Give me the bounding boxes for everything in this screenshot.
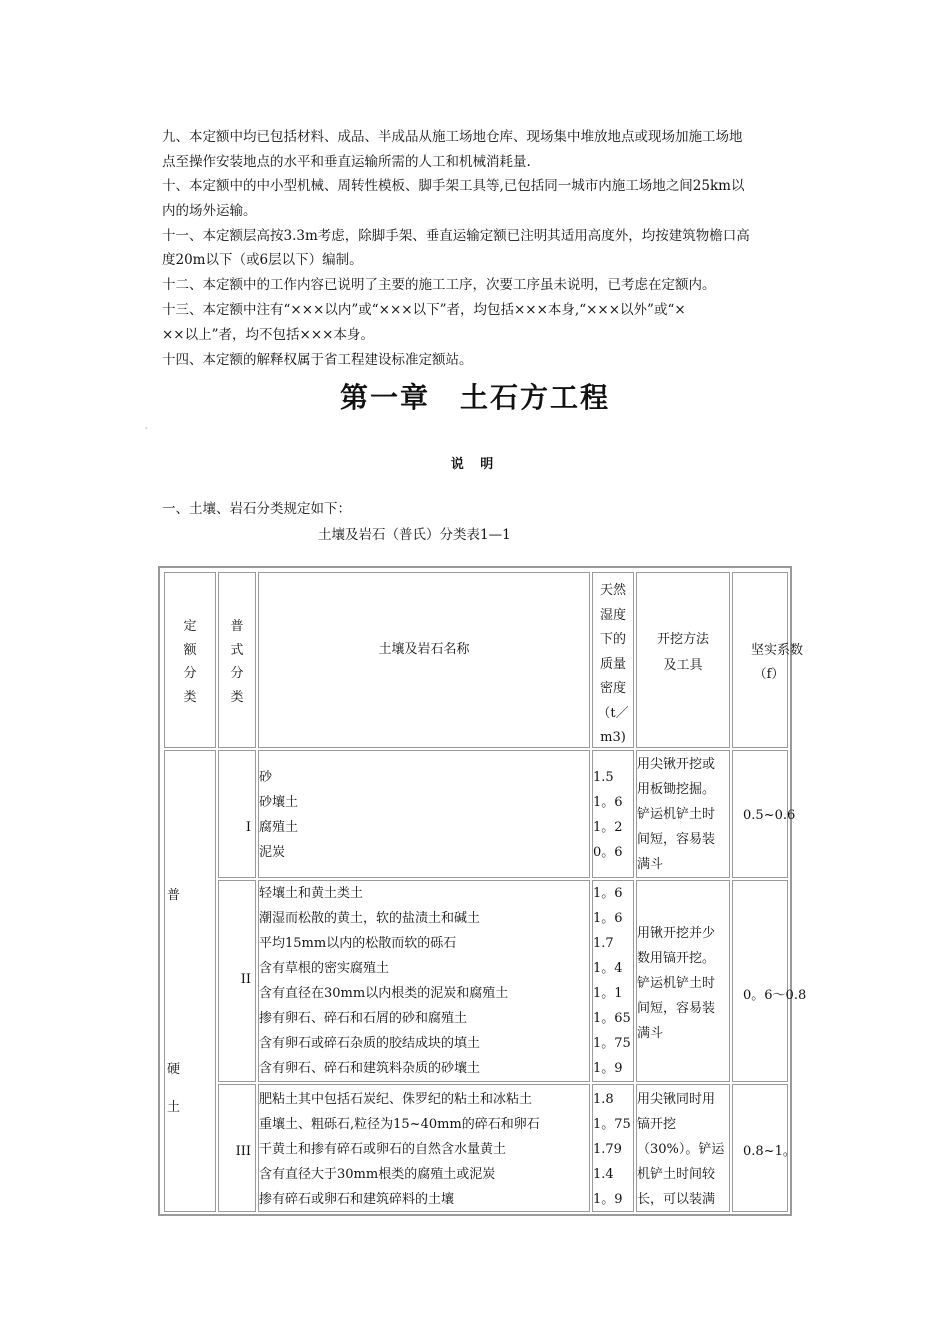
method-line: 满斗 <box>637 1026 664 1041</box>
paragraph-12: 十二、本定额中的工作内容已说明了主要的施工工序，次要工序虽未说明，已考虑在定额内。 <box>162 277 716 293</box>
density-value: 1.79 <box>593 1142 622 1157</box>
soil-name: 肥粘土其中包括石炭纪、侏罗纪的粘土和冰粘土 <box>259 1092 533 1107</box>
header-method-line: 及工具 <box>663 658 703 673</box>
intro-text: 一、土壤、岩石分类规定如下： <box>162 501 351 517</box>
class-label: III <box>235 1144 251 1159</box>
method-line: （30%）。铲运 <box>637 1142 725 1157</box>
soil-name: 掺有卵石、碎石和石屑的砂和腐殖土 <box>259 1011 468 1026</box>
paragraph-14: 十四、本定额的解释权属于省工程建设标准定额站。 <box>162 352 473 368</box>
header-coef-line: 坚实系数 <box>751 643 804 658</box>
quota-class-char: 硬 <box>167 1062 181 1077</box>
header-char: 类 <box>230 689 244 705</box>
density-value: 1.5 <box>593 770 614 785</box>
row-ii-method <box>636 880 730 1082</box>
header-density-line: 质量 <box>599 656 626 672</box>
header-pu-class <box>218 572 256 748</box>
soil-name: 含有直径在30mm以内根类的泥炭和腐殖土 <box>259 986 509 1001</box>
method-line: 铲运机铲土时 <box>637 807 716 822</box>
soil-name: 含有卵石、碎石和建筑料杂质的砂壤土 <box>259 1061 481 1076</box>
soil-name: 重壤土、粗砾石,粒径为15~40mm的碎石和卵石 <box>259 1117 540 1132</box>
header-char: 式 <box>230 642 244 658</box>
stray-mark: ' <box>145 426 148 435</box>
paragraph-9-line2: 点至操作安装地点的水平和垂直运输所需的人工和机械消耗量. <box>162 154 531 170</box>
coef-value: 0.5~0.6 <box>743 808 796 823</box>
table-caption: 土壤及岩石（普氏）分类表1—1 <box>318 527 511 543</box>
method-line: 长，可以装满 <box>637 1192 716 1207</box>
header-quota-class <box>164 572 216 748</box>
row-i-names <box>258 750 590 878</box>
paragraph-10-line2: 内的场外运输。 <box>162 203 257 219</box>
method-line: 满斗 <box>637 857 664 872</box>
density-value: 1。75 <box>593 1117 631 1132</box>
row-ii-coef <box>732 880 807 1082</box>
section-title: 说 明 <box>450 457 500 472</box>
density-value: 0。6 <box>593 845 623 860</box>
paragraph-10-line1: 十、本定额中的中小型机械、周转性模板、脚手架工具等,已包括同一城市内施工场地之间25km以 <box>162 178 745 194</box>
header-char: 类 <box>183 689 197 705</box>
header-density-line: （t／ <box>597 705 629 721</box>
density-value: 1。9 <box>593 1061 623 1076</box>
soil-name: 泥炭 <box>259 845 286 860</box>
row-iii-names <box>258 1084 590 1212</box>
paragraph-13-line1: 十三、本定额中注有“×××以内”或“×××以下”者，均包括×××本身,“×××以外”或“× <box>162 302 686 318</box>
paragraph-9-line1: 九、本定额中均已包括材料、成品、半成品从施工场地仓库、现场集中堆放地点或现场加施工场地 <box>162 129 743 145</box>
header-name-text: 土壤及岩石名称 <box>378 642 470 657</box>
header-density-line: m3) <box>600 730 626 745</box>
class-label: I <box>245 820 251 835</box>
header-density <box>592 572 634 748</box>
density-value: 1。6 <box>593 886 623 901</box>
density-value: 1。4 <box>593 961 623 976</box>
row-iii-method <box>636 1084 730 1212</box>
method-line: 机铲土时间较 <box>637 1167 716 1182</box>
method-line: 间短，容易装 <box>637 1001 716 1016</box>
header-char: 定 <box>183 619 197 634</box>
density-value: 1。9 <box>593 1192 623 1207</box>
header-coef-line: （f） <box>753 666 785 682</box>
row-i-densities <box>592 750 634 878</box>
header-char: 普 <box>230 619 244 634</box>
row-iii-class <box>218 1084 256 1212</box>
soil-name: 含有卵石或碎石杂质的胶结成块的填土 <box>259 1036 481 1051</box>
header-density-line: 天然 <box>599 583 626 598</box>
header-density-line: 湿度 <box>599 607 626 623</box>
chapter-title: 第一章 土石方工程 <box>339 381 610 414</box>
soil-name: 干黄土和掺有碎石或卵石的自然含水量黄土 <box>259 1142 507 1157</box>
method-line: 用尖锹同时用 <box>637 1092 716 1107</box>
density-value: 1.8 <box>593 1092 614 1107</box>
row-iii-coef <box>732 1084 796 1212</box>
method-line: 用尖锹开挖或 <box>637 757 716 772</box>
method-line: 间短，容易装 <box>637 832 716 847</box>
paragraph-13-line2: ××以上”者，均不包括×××本身。 <box>162 327 374 343</box>
coef-value: 0。6～0.8 <box>743 988 807 1003</box>
density-value: 1.4 <box>593 1167 614 1182</box>
quota-class-char: 土 <box>167 1100 181 1115</box>
quota-class-char: 普 <box>167 888 181 903</box>
row-ii-names <box>258 880 590 1082</box>
density-value: 1。75 <box>593 1036 631 1051</box>
method-line: 镐开挖 <box>637 1117 677 1132</box>
row-i-coef <box>732 750 796 878</box>
density-value: 1。6 <box>593 795 623 810</box>
header-coef <box>732 572 804 748</box>
method-line: 用锹开挖并少 <box>637 926 716 941</box>
density-value: 1。65 <box>593 1011 631 1026</box>
soil-name: 轻壤土和黄土类土 <box>259 886 364 901</box>
soil-name: 潮湿而松散的黄土，软的盐渍土和碱土 <box>259 911 481 926</box>
density-value: 1。2 <box>593 820 623 835</box>
header-char: 额 <box>183 642 197 658</box>
class-label: II <box>240 972 251 987</box>
header-char: 分 <box>183 666 197 681</box>
coef-value: 0.8~1。 <box>743 1144 796 1159</box>
density-value: 1。1 <box>593 986 623 1001</box>
header-density-line: 下的 <box>599 632 626 647</box>
density-value: 1.7 <box>593 936 614 951</box>
soil-name: 砂壤土 <box>259 795 299 810</box>
method-line: 用板锄挖掘。 <box>637 782 716 797</box>
method-line: 铲运机铲土时 <box>637 976 716 991</box>
header-method-line: 开挖方法 <box>656 632 709 647</box>
quota-class-hard-soil <box>164 750 216 1212</box>
paragraph-11-line1: 十一、本定额层高按3.3m考虑，除脚手架、垂直运输定额已注明其适用高度外，均按建筑物檐口高 <box>162 228 750 244</box>
paragraph-11-line2: 度20m以下（或6层以下）编制。 <box>162 252 363 268</box>
method-line: 数用镐开挖。 <box>637 951 716 966</box>
header-name <box>258 572 590 748</box>
soil-name: 含有直径大于30mm根类的腐殖土或泥炭 <box>259 1167 496 1182</box>
soil-name: 掺有碎石或卵石和建筑碎料的土壤 <box>259 1192 455 1207</box>
row-iii-densities <box>592 1084 634 1212</box>
soil-name: 腐殖土 <box>259 820 299 835</box>
row-ii-class <box>218 880 256 1082</box>
density-value: 1。6 <box>593 911 623 926</box>
header-density-line: 密度 <box>599 681 626 696</box>
soil-classification-table <box>158 566 807 1216</box>
header-char: 分 <box>230 666 244 681</box>
header-method <box>636 572 730 748</box>
soil-name: 砂 <box>259 770 273 785</box>
row-i-method <box>636 750 730 878</box>
row-i-class <box>218 750 256 878</box>
soil-name: 含有草根的密实腐殖土 <box>259 961 390 976</box>
row-ii-densities <box>592 880 634 1082</box>
soil-name: 平均15mm以内的松散而软的砾石 <box>259 936 457 951</box>
